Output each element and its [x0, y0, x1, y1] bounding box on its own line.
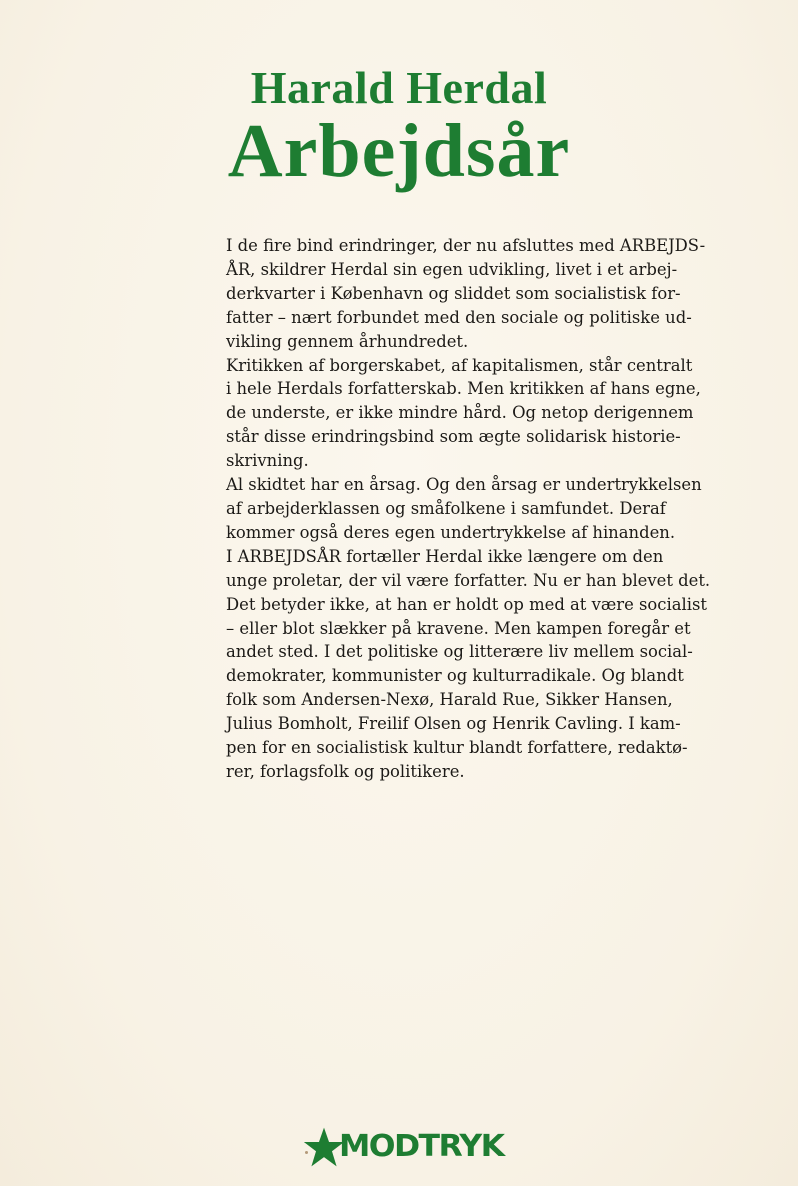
blurb-line: pen for en socialistisk kultur blandt forfattere, redaktø-: [226, 738, 688, 758]
blurb-line: demokrater, kommunister og kulturradikale. Og blandt: [226, 666, 684, 686]
blurb-line: skrivning.: [226, 451, 309, 471]
blurb-line: folk som Andersen-Nexø, Harald Rue, Sikker Hansen,: [226, 690, 673, 710]
blurb-line: andet sted. I det politiske og litterære liv mellem social-: [226, 642, 693, 662]
blurb-line: derkvarter i København og sliddet som socialistisk for-: [226, 283, 681, 303]
blurb-line: ÅR, skildrer Herdal sin egen udvikling, livet i et arbej-: [226, 259, 678, 279]
blurb-line: af arbejderklassen og småfolkene i samfundet. Deraf: [226, 498, 666, 518]
blurb-line: fatter – nært forbundet med den sociale og politiske ud-: [226, 307, 692, 327]
blurb-line: kommer også deres egen undertrykkelse af hinanden.: [226, 522, 676, 542]
publisher-name: MODTRYK: [338, 1129, 504, 1164]
blurb-line: Al skidtet har en årsag. Og den årsag er undertrykkelsen: [226, 475, 702, 495]
blurb-line: de underste, er ikke mindre hård. Og netop derigennem: [226, 403, 694, 423]
blurb-line: I ARBEJDSÅR fortæller Herdal ikke længere om den: [226, 546, 664, 566]
blurb-line: rer, forlagsfolk og politikere.: [226, 761, 465, 781]
modtryk-logo: [303, 1126, 504, 1168]
book-title: Arbejdsår: [227, 109, 571, 193]
author-name: Harald Herdal: [250, 62, 548, 113]
blurb-line: unge proletar, der vil være forfatter. Nu er han blevet det.: [226, 570, 711, 590]
blurb-line: står disse erindringsbind som ægte solidarisk historie-: [226, 427, 681, 447]
blurb-line: – eller blot slækker på kravene. Men kampen foregår et: [226, 618, 691, 638]
blurb-line: Kritikken af borgerskabet, af kapitalismen, står centralt: [226, 355, 693, 375]
blurb-text: [226, 234, 711, 784]
blurb-line: i hele Herdals forfatterskab. Men kritikken af hans egne,: [226, 379, 701, 399]
blurb-line: Julius Bomholt, Freilif Olsen og Henrik Cavling. I kam-: [226, 714, 681, 734]
blurb-line: Det betyder ikke, at han er holdt op med at være socialist: [226, 594, 707, 614]
blurb-line: I de fire bind erindringer, der nu afsluttes med ARBEJDS-: [226, 236, 706, 255]
paper-speck: [305, 1151, 308, 1154]
publisher-logo: [0, 1126, 798, 1168]
blurb-line: vikling gennem århundredet.: [226, 331, 469, 351]
